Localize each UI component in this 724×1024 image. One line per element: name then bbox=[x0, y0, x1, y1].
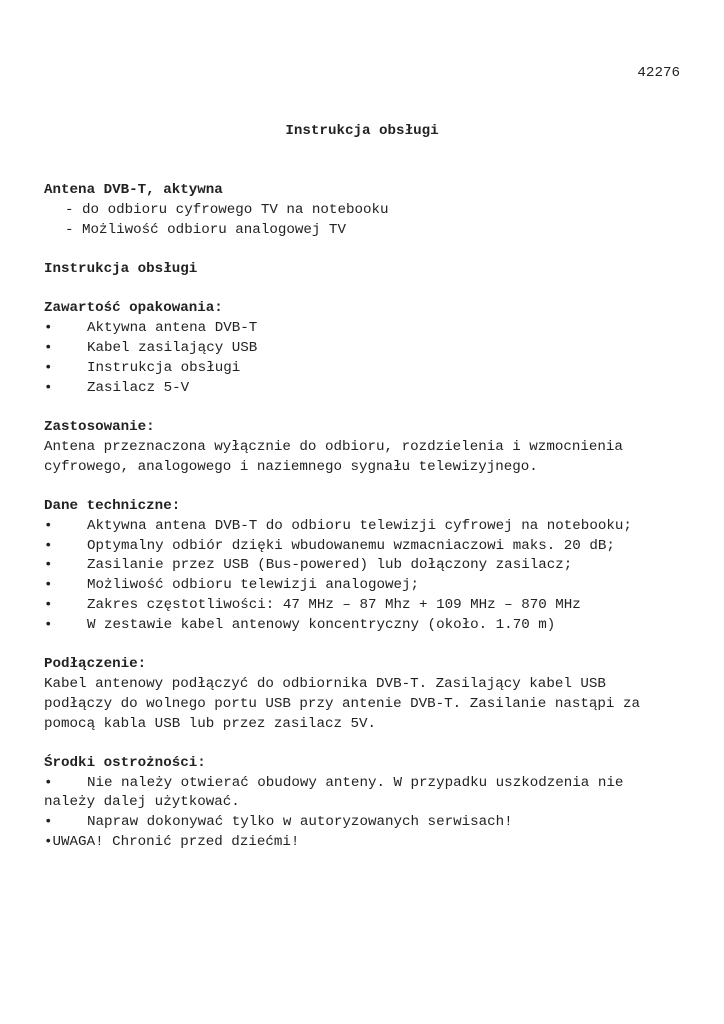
usage-text: cyfrowego, analogowego i naziemnego sygnału telewizyjnego. bbox=[44, 458, 538, 475]
spec-item-text: W zestawie kabel antenowy koncentryczny (około. 1.70 m) bbox=[87, 616, 556, 633]
dash-symbol: - bbox=[65, 201, 74, 218]
bullet-symbol: • bbox=[44, 596, 53, 613]
contents-item-text: Aktywna antena DVB-T bbox=[87, 320, 258, 337]
spec-item-text: Zasilanie przez USB (Bus-powered) lub dołączony zasilacz; bbox=[87, 557, 573, 574]
contents-item bbox=[44, 359, 684, 379]
spec-item-text: Zakres częstotliwości: 47 MHz – 87 Mhz + 109 MHz – 870 MHz bbox=[87, 596, 581, 613]
usage-heading: Zastosowanie: bbox=[44, 418, 155, 435]
connection-text: pomocą kabla USB lub przez zasilacz 5V. bbox=[44, 715, 377, 732]
manual-heading: Instrukcja obsługi bbox=[44, 260, 198, 277]
bullet-symbol: • bbox=[44, 339, 53, 356]
bullet-symbol: • bbox=[44, 320, 53, 337]
usage-text: Antena przeznaczona wyłącznie do odbioru, rozdzielenia i wzmocnienia bbox=[44, 438, 623, 455]
contents-item bbox=[44, 379, 684, 399]
bullet-symbol: • bbox=[44, 577, 53, 594]
precaution-item bbox=[44, 774, 684, 794]
contents-heading: Zawartość opakowania: bbox=[44, 300, 223, 317]
document-body bbox=[44, 181, 684, 853]
contents-item-text: Kabel zasilający USB bbox=[87, 339, 258, 356]
bullet-symbol: • bbox=[44, 814, 53, 831]
bullet-symbol: • bbox=[44, 537, 53, 554]
spec-item-text: Możliwość odbioru telewizji analogowej; bbox=[87, 577, 420, 594]
spec-item bbox=[44, 616, 684, 636]
precautions-heading: Środki ostrożności: bbox=[44, 754, 206, 771]
feature-text: do odbioru cyfrowego TV na notebooku bbox=[82, 201, 389, 218]
specs-heading: Dane techniczne: bbox=[44, 497, 181, 514]
connection-heading: Podłączenie: bbox=[44, 656, 147, 673]
contents-item-text: Instrukcja obsługi bbox=[87, 359, 241, 376]
contents-item-text: Zasilacz 5-V bbox=[87, 379, 190, 396]
dash-symbol: - bbox=[65, 221, 74, 238]
feature-item bbox=[44, 221, 684, 241]
bullet-symbol: • bbox=[44, 379, 53, 396]
precaution-text: Nie należy otwierać obudowy anteny. W przypadku uszkodzenia nie bbox=[87, 774, 624, 791]
spec-item bbox=[44, 596, 684, 616]
connection-text: Kabel antenowy podłączyć do odbiornika DVB-T. Zasilający kabel USB bbox=[44, 675, 606, 692]
precaution-continuation: należy dalej użytkować. bbox=[44, 794, 240, 811]
bullet-symbol: • bbox=[44, 557, 53, 574]
spec-item bbox=[44, 537, 684, 557]
bullet-symbol: • bbox=[44, 517, 53, 534]
precaution-item bbox=[44, 813, 684, 833]
spec-item bbox=[44, 576, 684, 596]
bullet-symbol: • bbox=[44, 774, 53, 791]
feature-item bbox=[44, 201, 684, 221]
connection-text: podłączy do wolnego portu USB przy antenie DVB-T. Zasilanie nastąpi za bbox=[44, 695, 640, 712]
document-number: 42276 bbox=[637, 65, 680, 81]
warning-text: •UWAGA! Chronić przed dziećmi! bbox=[44, 834, 300, 851]
page-title: Instrukcja obsługi bbox=[285, 123, 439, 139]
bullet-symbol: • bbox=[44, 359, 53, 376]
spec-item-text: Optymalny odbiór dzięki wbudowanemu wzmacniaczowi maks. 20 dB; bbox=[87, 537, 615, 554]
precaution-text: Napraw dokonywać tylko w autoryzowanych serwisach! bbox=[87, 814, 513, 831]
contents-item bbox=[44, 339, 684, 359]
spec-item bbox=[44, 517, 684, 537]
spec-item-text: Aktywna antena DVB-T do odbioru telewizji cyfrowej na notebooku; bbox=[87, 517, 632, 534]
feature-text: Możliwość odbioru analogowej TV bbox=[82, 221, 346, 238]
contents-item bbox=[44, 319, 684, 339]
spec-item bbox=[44, 556, 684, 576]
bullet-symbol: • bbox=[44, 616, 53, 633]
product-heading: Antena DVB-T, aktywna bbox=[44, 182, 223, 198]
